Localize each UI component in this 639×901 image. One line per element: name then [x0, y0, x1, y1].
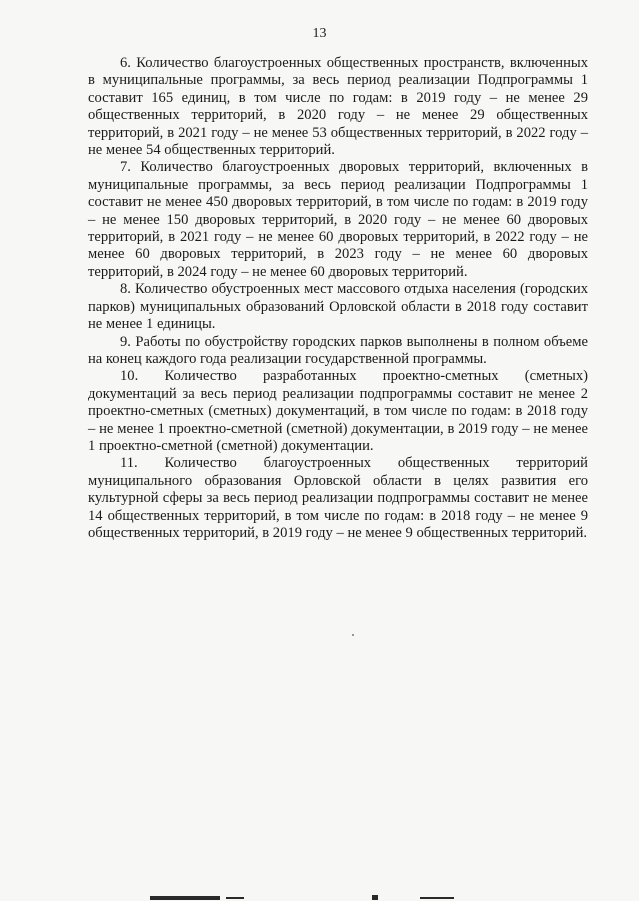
paragraph-10: 10. Количество разработанных проектно-сметных (сметных) документаций за весь период реализации подпрограммы составит не менее 2 проектно-сметных (сметных) документаций, в том числе по годам: в 2018 году – не менее 1 проектно-сметной (сметной) документации, в 2019 году – не менее 1 проектно-сметной (сметной) документации. — [88, 368, 588, 454]
scan-mark — [150, 896, 220, 900]
scan-speck — [352, 634, 354, 636]
scan-mark — [420, 897, 454, 899]
paragraph-11: 11. Количество благоустроенных общественных территорий муниципального образования Орловской области в целях развития его культурной сферы за весь период реализации подпрограммы составит не менее 14 общественных территорий, в том числе по годам: в 2018 году – не менее 9 общественных территорий, в 2019 году – не менее 9 общественных территорий. — [88, 455, 588, 541]
paragraph-8: 8. Количество обустроенных мест массового отдыха населения (городских парков) муниципальных образований Орловской области в 2018 году составит не менее 1 единицы. — [88, 281, 588, 333]
scan-mark — [226, 897, 244, 899]
document-body — [88, 55, 588, 542]
scan-mark — [372, 895, 378, 900]
paragraph-6: 6. Количество благоустроенных общественных пространств, включенных в муниципальные программы, за весь период реализации Подпрограммы 1 составит 165 единиц, в том числе по годам: в 2019 году – не менее 29 общественных территорий, в 2020 году – не менее 29 общественных территорий, в 2021 году – не менее 53 общественных территорий, в 2022 году – не менее 54 общественных территорий. — [88, 55, 588, 159]
scan-artifact-edge — [0, 893, 639, 901]
paragraph-9: 9. Работы по обустройству городских парков выполнены в полном объеме на конец каждого года реализации государственной программы. — [88, 333, 588, 367]
paragraph-7: 7. Количество благоустроенных дворовых территорий, включенных в муниципальные программы, за весь период реализации Подпрограммы 1 составит не менее 450 дворовых территорий, в том числе по годам: в 2019 году – не менее 150 дворовых территорий, в 2020 году – не менее 60 дворовых территорий, в 2021 году – не менее 60 дворовых территорий, в 2022 году – не менее 60 дворовых территорий, в 2023 году – не менее 60 дворовых территорий, в 2024 году – не менее 60 дворовых территорий. — [88, 159, 588, 280]
page-number: 13 — [312, 26, 327, 41]
